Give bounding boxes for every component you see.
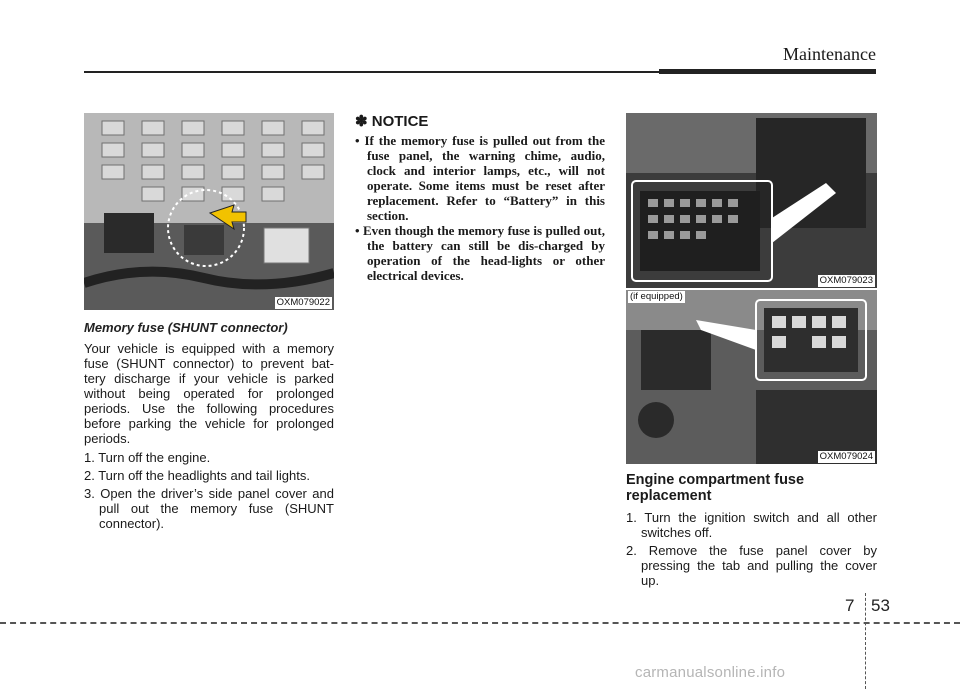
list-item: 3. Open the driver’s side panel cover and pull out the memory fuse (SHUNT connector). (84, 486, 334, 531)
list-item: 2. Turn off the headlights and tail lights. (84, 468, 310, 483)
engine-compartment-illustration (626, 113, 877, 288)
engine-fuse-photo (626, 113, 877, 288)
figure-caption: Memory fuse (SHUNT connector) (84, 320, 288, 335)
engine-fuse-photo-alt (626, 290, 877, 464)
list-item: 1. Turn the ignition switch and all other switches off. (626, 510, 877, 540)
page-number: 53 (871, 596, 890, 615)
notice-title: ✽ NOTICE (355, 113, 429, 130)
chapter-number: 7 (845, 596, 855, 615)
photo-code: OXM079023 (819, 275, 873, 286)
list-item: 1. Turn off the engine. (84, 450, 211, 465)
step-list (626, 510, 877, 588)
paragraph: Your vehicle is equipped with a memory fuse (SHUNT connector) to prevent bat-tery discharge if your vehicle is parked without being operated for prolonged periods. Use the following procedures before parking the vehicle for prolonged periods. (84, 341, 334, 446)
engine-compartment-alt-illustration (626, 290, 877, 464)
notice-list (355, 133, 605, 283)
list-item: • If the memory fuse is pulled out from the fuse panel, the warning chime, audio, clock and interior lamps, etc., will not operate. Some items must be reset after replacement. Refer to “Battery” in this section. (355, 133, 605, 223)
page-section-title: Maintenance (783, 44, 876, 64)
list-item: 2. Remove the fuse panel cover by pressing the tab and pulling the cover up. (626, 543, 877, 588)
footer-rule (0, 622, 960, 624)
memory-fuse-photo (84, 113, 334, 310)
page-number-divider (865, 593, 866, 689)
photo-tag: (if equipped) (630, 291, 683, 302)
photo-code: OXM079022 (276, 297, 330, 308)
header-rule-accent (659, 69, 876, 74)
header-rule (84, 71, 659, 73)
column-memory-fuse (84, 113, 334, 534)
section-heading: Engine compartment fuse replacement (626, 472, 805, 504)
column-notice (355, 112, 605, 283)
watermark: carmanualsonline.info (635, 664, 786, 681)
step-list (84, 450, 334, 531)
photo-code: OXM079024 (819, 451, 873, 462)
list-item: • Even though the memory fuse is pulled out, the battery can still be dis-charged by operation of the head-lights or other electrical devices. (355, 223, 605, 283)
fuse-panel-illustration (84, 113, 334, 310)
column-engine-fuse (626, 113, 877, 591)
